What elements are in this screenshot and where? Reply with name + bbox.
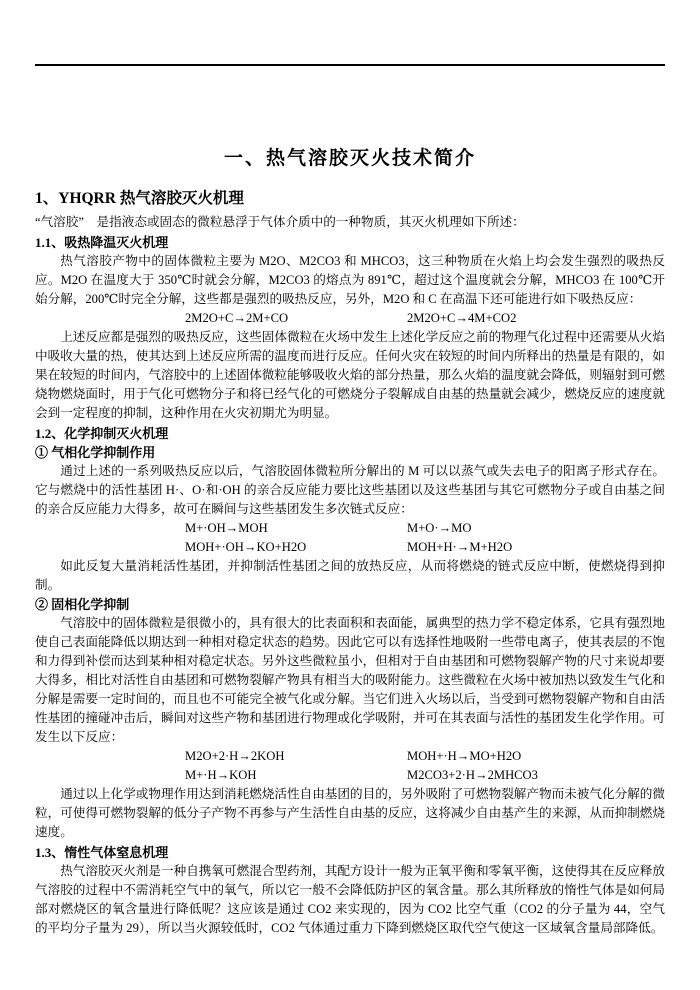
equation-row [35, 309, 665, 328]
section-1-heading: 1、YHQRR 热气溶胶灭火机理 [35, 190, 244, 207]
paragraph-1-2-1-a: 通过上述的一系列吸热反应以后，气溶胶固体微粒所分解出的 M 可以以蒸气或失去电子的阳离子形式存在。它与燃烧中的活性基团 H·、O·和·OH 的亲合反应能力要比这些基团以及这些基团与其它可燃物分子或自由基之间的亲合反应能力大得多，故可在瞬间与这些基团发生多次链式反应： [35, 464, 665, 516]
equation: M+·OH→MOH [185, 521, 268, 535]
item-1-heading: ① 气相化学抑制作用 [35, 445, 156, 460]
paragraph-1-1-a: 热气溶胶产物中的固体微粒主要为 M2O、M2CO3 和 MHCO3，这三种物质在火焰上均会发生强烈的吸热反应。M2O 在温度大于 350℃时就会分解，M2CO3 的熔点为 891℃，超过这个温度就会分解，MHCO3 在 100℃开始分解，200℃时完全分解，这些都是强烈的吸热反应，另外，M2O 和 C 在高温下还可能进行如下吸热反应： [35, 254, 665, 306]
equation-row [35, 747, 665, 766]
equation-row [35, 766, 665, 785]
intro-paragraph: “气溶胶” 是指液态或固态的微粒悬浮于气体介质中的一种物质，其灭火机理如下所述： [35, 215, 525, 229]
header-rule [35, 64, 665, 66]
equation: M+O·→MO [407, 521, 472, 535]
paragraph-1-2-1-b: 如此反复大量消耗活性基团，并抑制活性基团之间的放热反应，从而将燃烧的链式反应中断，使燃烧得到抑制。 [35, 559, 665, 592]
subsection-1-1-heading: 1.1、吸热降温灭火机理 [35, 235, 169, 250]
equation: MOH+·OH→KO+H2O [185, 540, 307, 554]
equation: M2O+2·H→2KOH [185, 749, 285, 763]
subsection-1-2-heading: 1.2、化学抑制灭火机理 [35, 426, 169, 441]
equation: M+·H→KOH [185, 768, 257, 782]
subsection-1-3-heading: 1.3、惰性气体窒息机理 [35, 845, 169, 860]
paragraph-1-2-2-b: 通过以上化学或物理作用达到消耗燃烧活性自由基团的目的，另外吸附了可燃物裂解产物而未被气化分解的微粒，可使得可燃物裂解的低分子产物不再参与产生活性自由基的反应，这将减少自由基产生的来源，从而抑制燃烧速度。 [35, 787, 665, 839]
equation: MOH+·H→MO+H2O [407, 749, 522, 763]
equation: 2M2O+C→2M+CO [185, 311, 289, 325]
equation: 2M2O+C→4M+CO2 [407, 311, 517, 325]
equation: MOH+H·→M+H2O [407, 540, 513, 554]
equation: M2CO3+2·H→2MHCO3 [407, 768, 538, 782]
item-2-heading: ② 固相化学抑制 [35, 597, 130, 612]
equation-row [35, 538, 665, 557]
paragraph-1-2-2-a: 气溶胶中的固体微粒是很微小的，具有很大的比表面积和表面能，属典型的热力学不稳定体系，它具有强烈地使自己表面能降低以期达到一种相对稳定状态的趋势。因此它可以有选择性地吸附一些带电离子，使其表层的不饱和力得到补偿而达到某种相对稳定状态。另外这些微粒虽小，但相对于自由基团和可燃物裂解产物的尺寸来说却要大得多，相比对活性自由基团和可燃物裂解产物具有相当大的吸附能力。这些微粒在火场中被加热以致发生气化和分解是需要一定时间的，而且也不可能完全被气化或分解。当它们进入火场以后，当受到可燃物裂解产物和自由活性基团的撞碰冲击后，瞬间对这些产物和基团进行物理或化学吸附，并可在其表面与活性的基团发生化学作用。可发生以下反应： [35, 616, 665, 744]
doc-title: 一、热气溶胶灭火技术简介 [223, 148, 476, 169]
paragraph-1-3-a: 热气溶胶灭火剂是一种自携氧可燃混合型药剂，其配方设计一般为正氧平衡和零氧平衡，这使得其在反应释放气溶胶的过程中不需消耗空气中的氧气，所以它一般不会降低防护区的氧含量。那么其所释放的惰性气体是如何局部对燃烧区的氧含量进行降低呢？这应该是通过 CO2 来实现的，因为 CO2 比空气重（CO2 的分子量为 44，空气的平均分子量为 29），所以当火源较低时，CO2 气体通过重力下降到燃烧区取代空气使这一区域氧含量局部降低。 [35, 864, 665, 935]
paragraph-1-1-b: 上述反应都是强烈的吸热反应，这些固体微粒在火场中发生上述化学反应之前的物理气化过程中还需要从火焰中吸收大量的热，使其达到上述反应所需的温度而进行反应。任何火灾在较短的时间内所释出的热量是有限的，如果在较短的时间内，气溶胶中的上述固体微粒能够吸收火焰的部分热量，那么火焰的温度就会降低，则辐射到可燃烧物燃烧面时，用于气化可燃物分子和将已经气化的可燃烧分子裂解成自由基的热量就会减少，燃烧反应的速度就会到一定程度的抑制，这种作用在火灾初期尤为明显。 [35, 330, 665, 420]
equation-row [35, 519, 665, 538]
